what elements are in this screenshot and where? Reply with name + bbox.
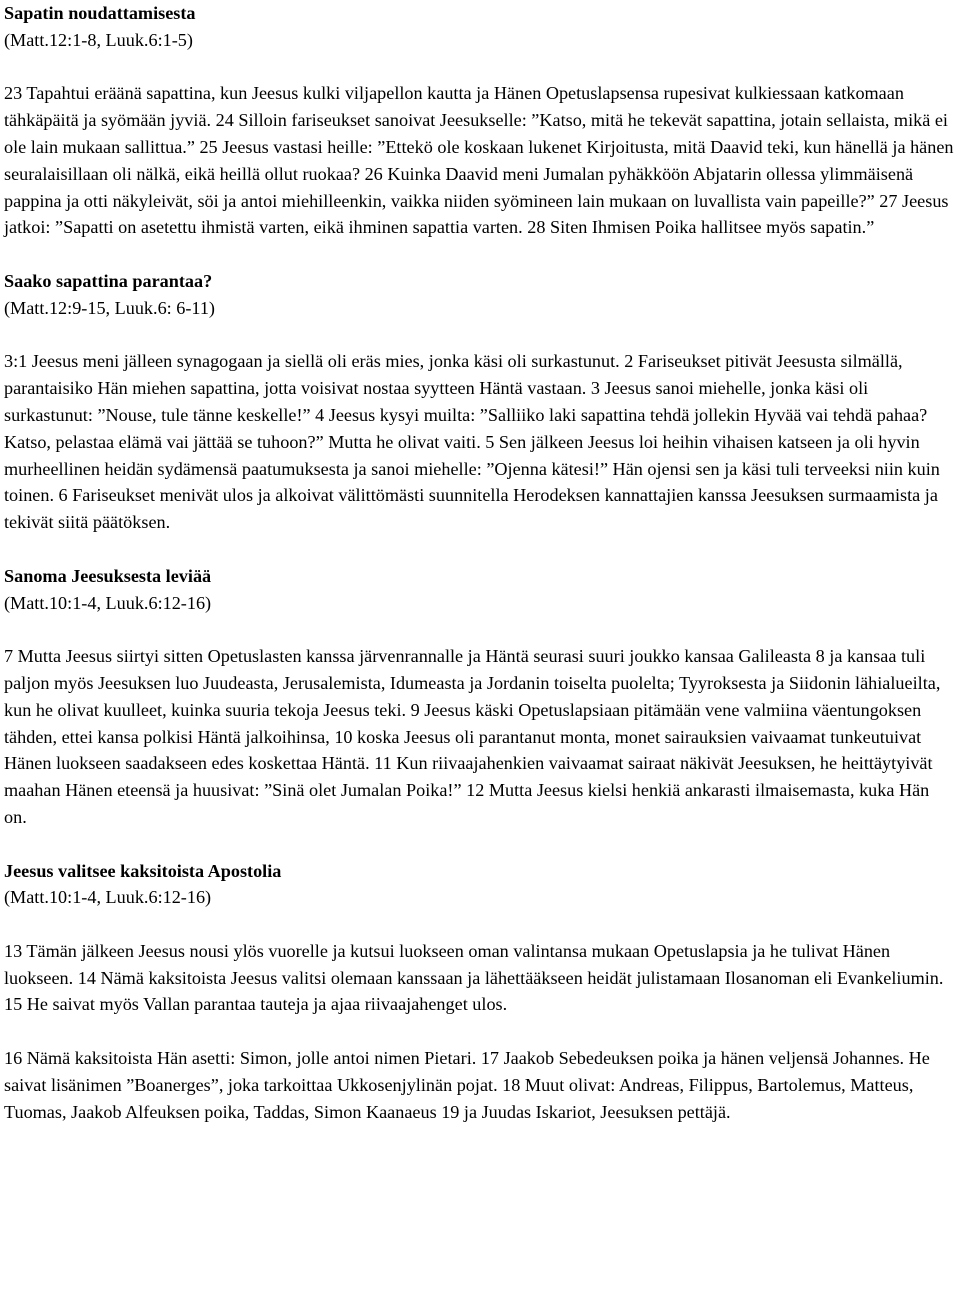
section-heading: Sanoma Jeesuksesta leviää <box>4 565 212 586</box>
section-heading: Jeesus valitsee kaksitoista Apostolia <box>4 860 282 881</box>
spacer <box>4 536 956 563</box>
document-page <box>4 0 956 1125</box>
section-paragraph: 3:1 Jeesus meni jälleen synagogaan ja siellä oli eräs mies, jonka käsi oli surkastunut. 2 Fariseukset pitivät Jeesusta silmällä, parantaisiko Hän miehen sapattina, jotta voisivat nostaa syytteen Häntä vastaan. 3 Jeesus sanoi miehelle, jonka käsi oli surkastunut: ”Nouse, tule tänne keskelle!” 4 Jeesus kysyi muilta: ”Salliiko laki sapattina tehdä jollekin Hyvää vai tehdä pahaa? Katso, pelastaa elämä vai jättää se tuhoon?” Mutta he olivat vaiti. 5 Sen jälkeen Jeesus loi heihin vihaisen katseen ja oli hyvin murheellinen heidän sydämensä paatumuksesta ja sanoi miehelle: ”Ojenna kätesi!” Hän ojensi sen ja käsi tuli terveeksi niin kuin toinen. 6 Fariseukset menivät ulos ja alkoivat välittömästi suunnitella Herodeksen kannattajien kanssa Jeesuksen surmaamista ja tekivät siitä päätöksen. <box>4 351 940 533</box>
section-healing-on-sabbath <box>4 268 956 536</box>
section-reference: (Matt.12:9-15, Luuk.6: 6-11) <box>4 297 215 318</box>
section-paragraph: 16 Nämä kaksitoista Hän asetti: Simon, jolle antoi nimen Pietari. 17 Jaakob Sebedeuksen poika ja hänen veljensä Johannes. He saivat lisänimen ”Boanerges”, joka tarkoittaa Ukkosenjylinän pojat. 18 Muut olivat: Andreas, Filippus, Bartolemus, Matteus, Tuomas, Jaakob Alfeuksen poika, Taddas, Simon Kaanaeus 19 ja Juudas Iskariot, Jeesuksen pettäjä. <box>4 1048 930 1122</box>
section-heading: Saako sapattina parantaa? <box>4 270 213 291</box>
section-reference: (Matt.12:1-8, Luuk.6:1-5) <box>4 29 193 50</box>
section-reference: (Matt.10:1-4, Luuk.6:12-16) <box>4 887 212 908</box>
section-heading: Sapatin noudattamisesta <box>4 3 196 23</box>
spacer <box>4 54 956 81</box>
spacer <box>4 241 956 268</box>
section-reference: (Matt.10:1-4, Luuk.6:12-16) <box>4 592 212 613</box>
spacer <box>4 1018 956 1045</box>
section-sabbath-observance <box>4 0 956 241</box>
spacer <box>4 322 956 349</box>
spacer <box>4 911 956 938</box>
section-twelve-apostles <box>4 858 956 1126</box>
section-paragraph: 7 Mutta Jeesus siirtyi sitten Opetuslasten kanssa järvenrannalle ja Häntä seurasi suuri joukko kansaa Galileasta 8 ja kansaa tuli paljon myös Jeesuksen luo Juudeasta, Jerusalemista, Idumeasta ja Jordanin toiselta puolelta; Tyyroksesta ja Siidonin lähialueilta, kun he olivat kuulleet, kuinka suuria tekoja Jeesus teki. 9 Jeesus käski Opetuslapsiaan pitämään vene valmiina väentungoksen tähden, ettei kansa polkisi Häntä jalkoihinsa, 10 koska Jeesus oli parantanut monta, monet sairauksien vaivaamat tunkeutuivat Hänen luokseen saadakseen edes koskettaa Häntä. 11 Kun riivaajahenkien vaivaamat sairaat näkivät Jeesuksen, he heittäytyivät maahan Hänen eteensä ja huusivat: ”Sinä olet Jumalan Poika!” 12 Mutta Jeesus kielsi henkiä ankarasti ilmaisemasta, kuka Hän on. <box>4 646 941 827</box>
spacer <box>4 616 956 643</box>
spacer <box>4 831 956 858</box>
section-paragraph: 23 Tapahtui eräänä sapattina, kun Jeesus kulki viljapellon kautta ja Hänen Opetuslapsensa rupesivat kulkiessaan katkomaan tähkäpäitä ja syömään jyviä. 24 Silloin fariseukset sanoivat Jeesukselle: ”Katso, mitä he tekevät sapattina, jotain sellaista, mikä ei ole lain mukaan sallittua.” 25 Jeesus vastasi heille: ”Ettekö ole koskaan lukenet Kirjoitusta, mitä Daavid teki, kun hänellä ja hänen seuralaisillaan oli nälkä, eikä heillä ollut ruokaa? 26 Kuinka Daavid meni Jumalan pyhäkköön Abjatarin ollessa ylimmäisenä pappina ja otti näkyleivät, söi ja antoi miehilleenkin, vaikka niiden syömineen lain mukaan on luvallista vain papeille?” 27 Jeesus jatkoi: ”Sapatti on asetettu ihmistä varten, eikä ihminen sapattia varten. 28 Siten Ihmisen Poika hallitsee myös sapatin.” <box>4 83 954 238</box>
section-paragraph: 13 Tämän jälkeen Jeesus nousi ylös vuorelle ja kutsui luokseen oman valintansa mukaan Opetuslapsia ja he tulivat Hänen luokseen. 14 Nämä kaksitoista Jeesus valitsi olemaan kanssaan ja lähettääkseen heidät julistamaan Ilosanoman eli Evankeliumin. 15 He saivat myös Vallan parantaa tauteja ja ajaa riivaajahenget ulos. <box>4 940 944 1015</box>
section-news-spreads <box>4 563 956 831</box>
